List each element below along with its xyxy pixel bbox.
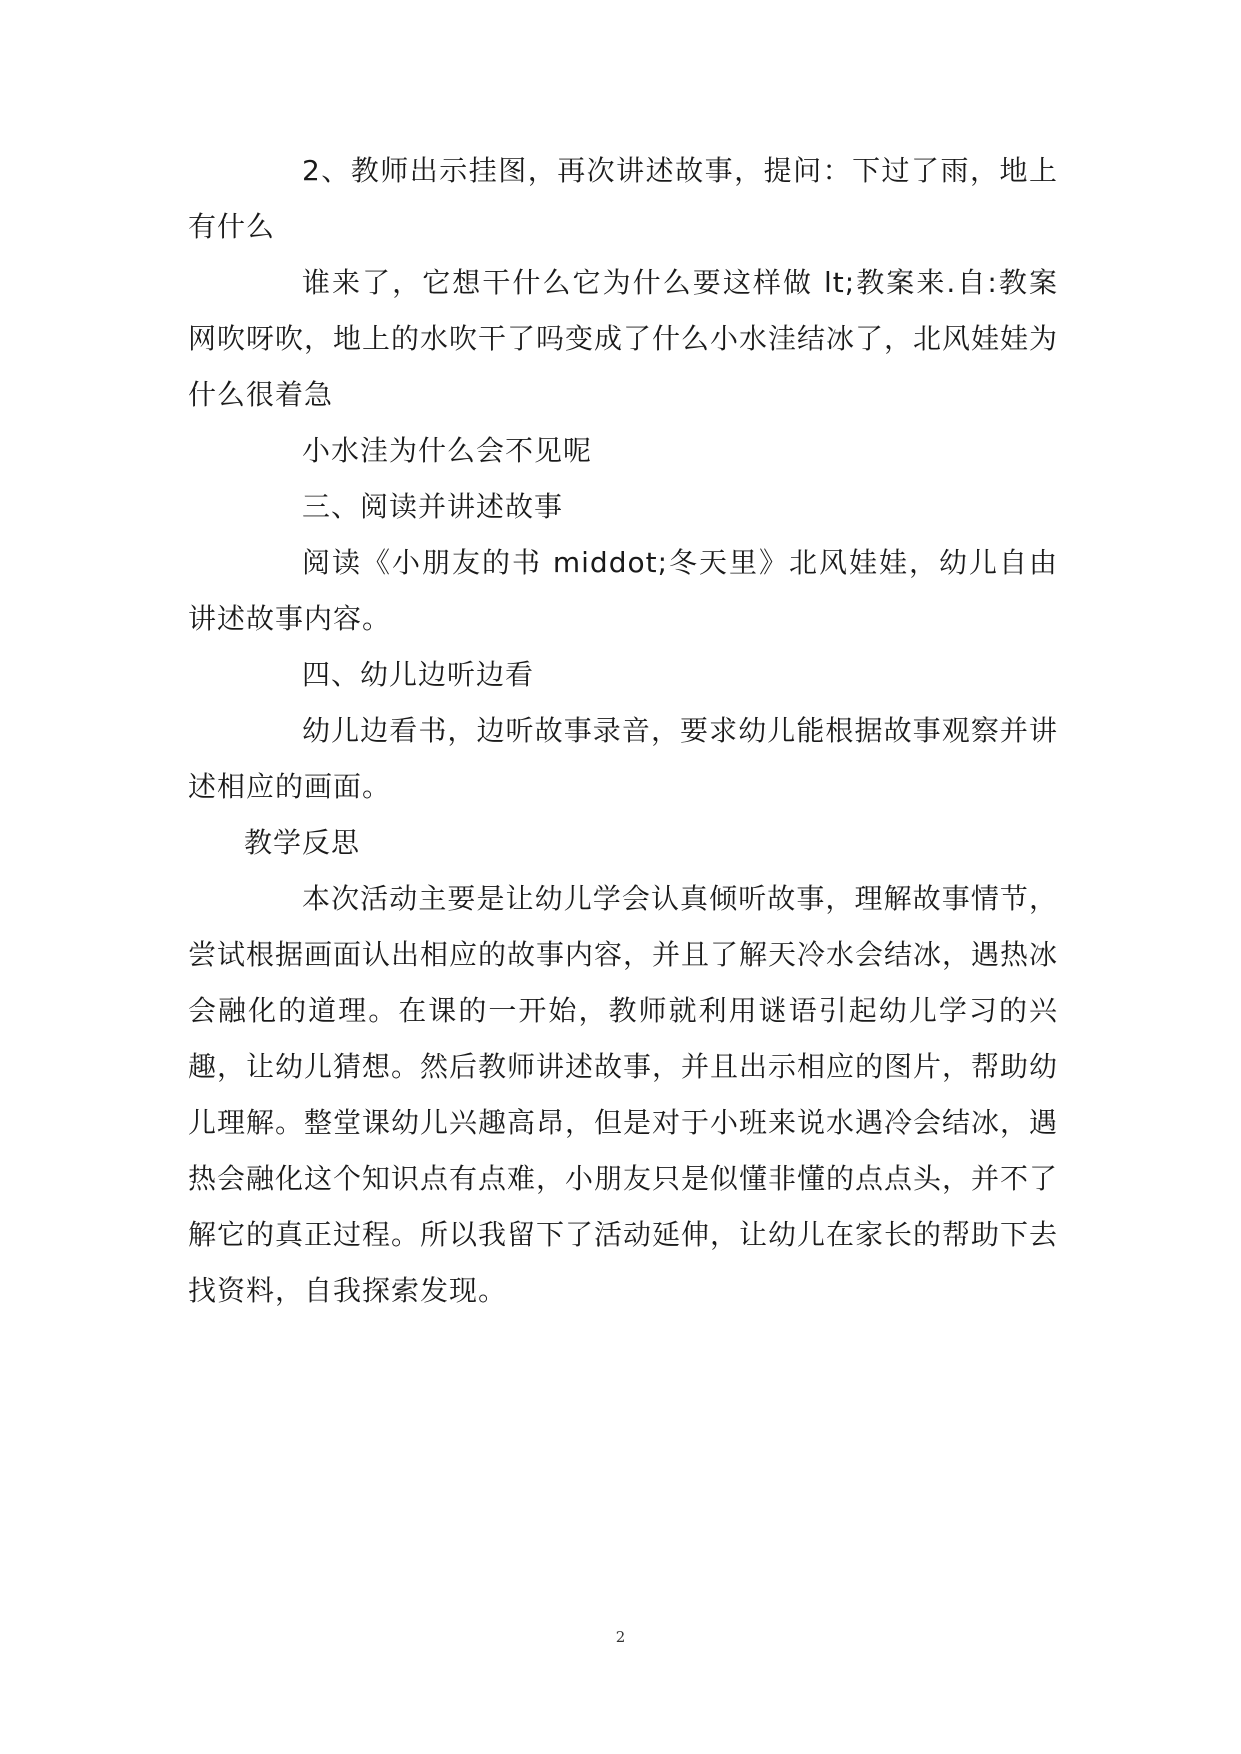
paragraph-read-book: 阅读《小朋友的书 middot;冬天里》北风娃娃，幼儿自由讲述故事内容。: [188, 546, 1058, 635]
page-number: 2: [615, 1628, 626, 1646]
paragraph-who-came: 谁来了，它想干什么它为什么要这样做 lt;教案来.自:教案网吹呀吹，地上的水吹干了吗变成了什么小水洼结冰了，北风娃娃为什么很着急: [188, 266, 1059, 411]
paragraph-question-rain: 2、教师出示挂图，再次讲述故事，提问：下过了雨，地上有什么: [188, 154, 1058, 243]
section-heading-reflection: 教学反思: [244, 826, 361, 859]
section-heading-listen-look: 四、幼儿边听边看: [302, 658, 535, 691]
section-heading-read-story: 三、阅读并讲述故事: [302, 490, 564, 523]
paragraph-listen-recording: 幼儿边看书，边听故事录音，要求幼儿能根据故事观察并讲述相应的画面。: [188, 714, 1058, 803]
document-body: [188, 143, 1058, 1319]
paragraph-puddle-disappear: 小水洼为什么会不见呢: [302, 434, 593, 467]
paragraph-reflection: 本次活动主要是让幼儿学会认真倾听故事，理解故事情节，尝试根据画面认出相应的故事内容，并且了解天冷水会结冰，遇热冰会融化的道理。在课的一开始，教师就利用谜语引起幼儿学习的兴趣，让幼儿猜想。然后教师讲述故事，并且出示相应的图片，帮助幼儿理解。整堂课幼儿兴趣高昂，但是对于小班来说水遇冷会结冰，遇热会融化这个知识点有点难，小朋友只是似懂非懂的点点头，并不了解它的真正过程。所以我留下了活动延伸，让幼儿在家长的帮助下去找资料，自我探索发现。: [188, 882, 1059, 1307]
